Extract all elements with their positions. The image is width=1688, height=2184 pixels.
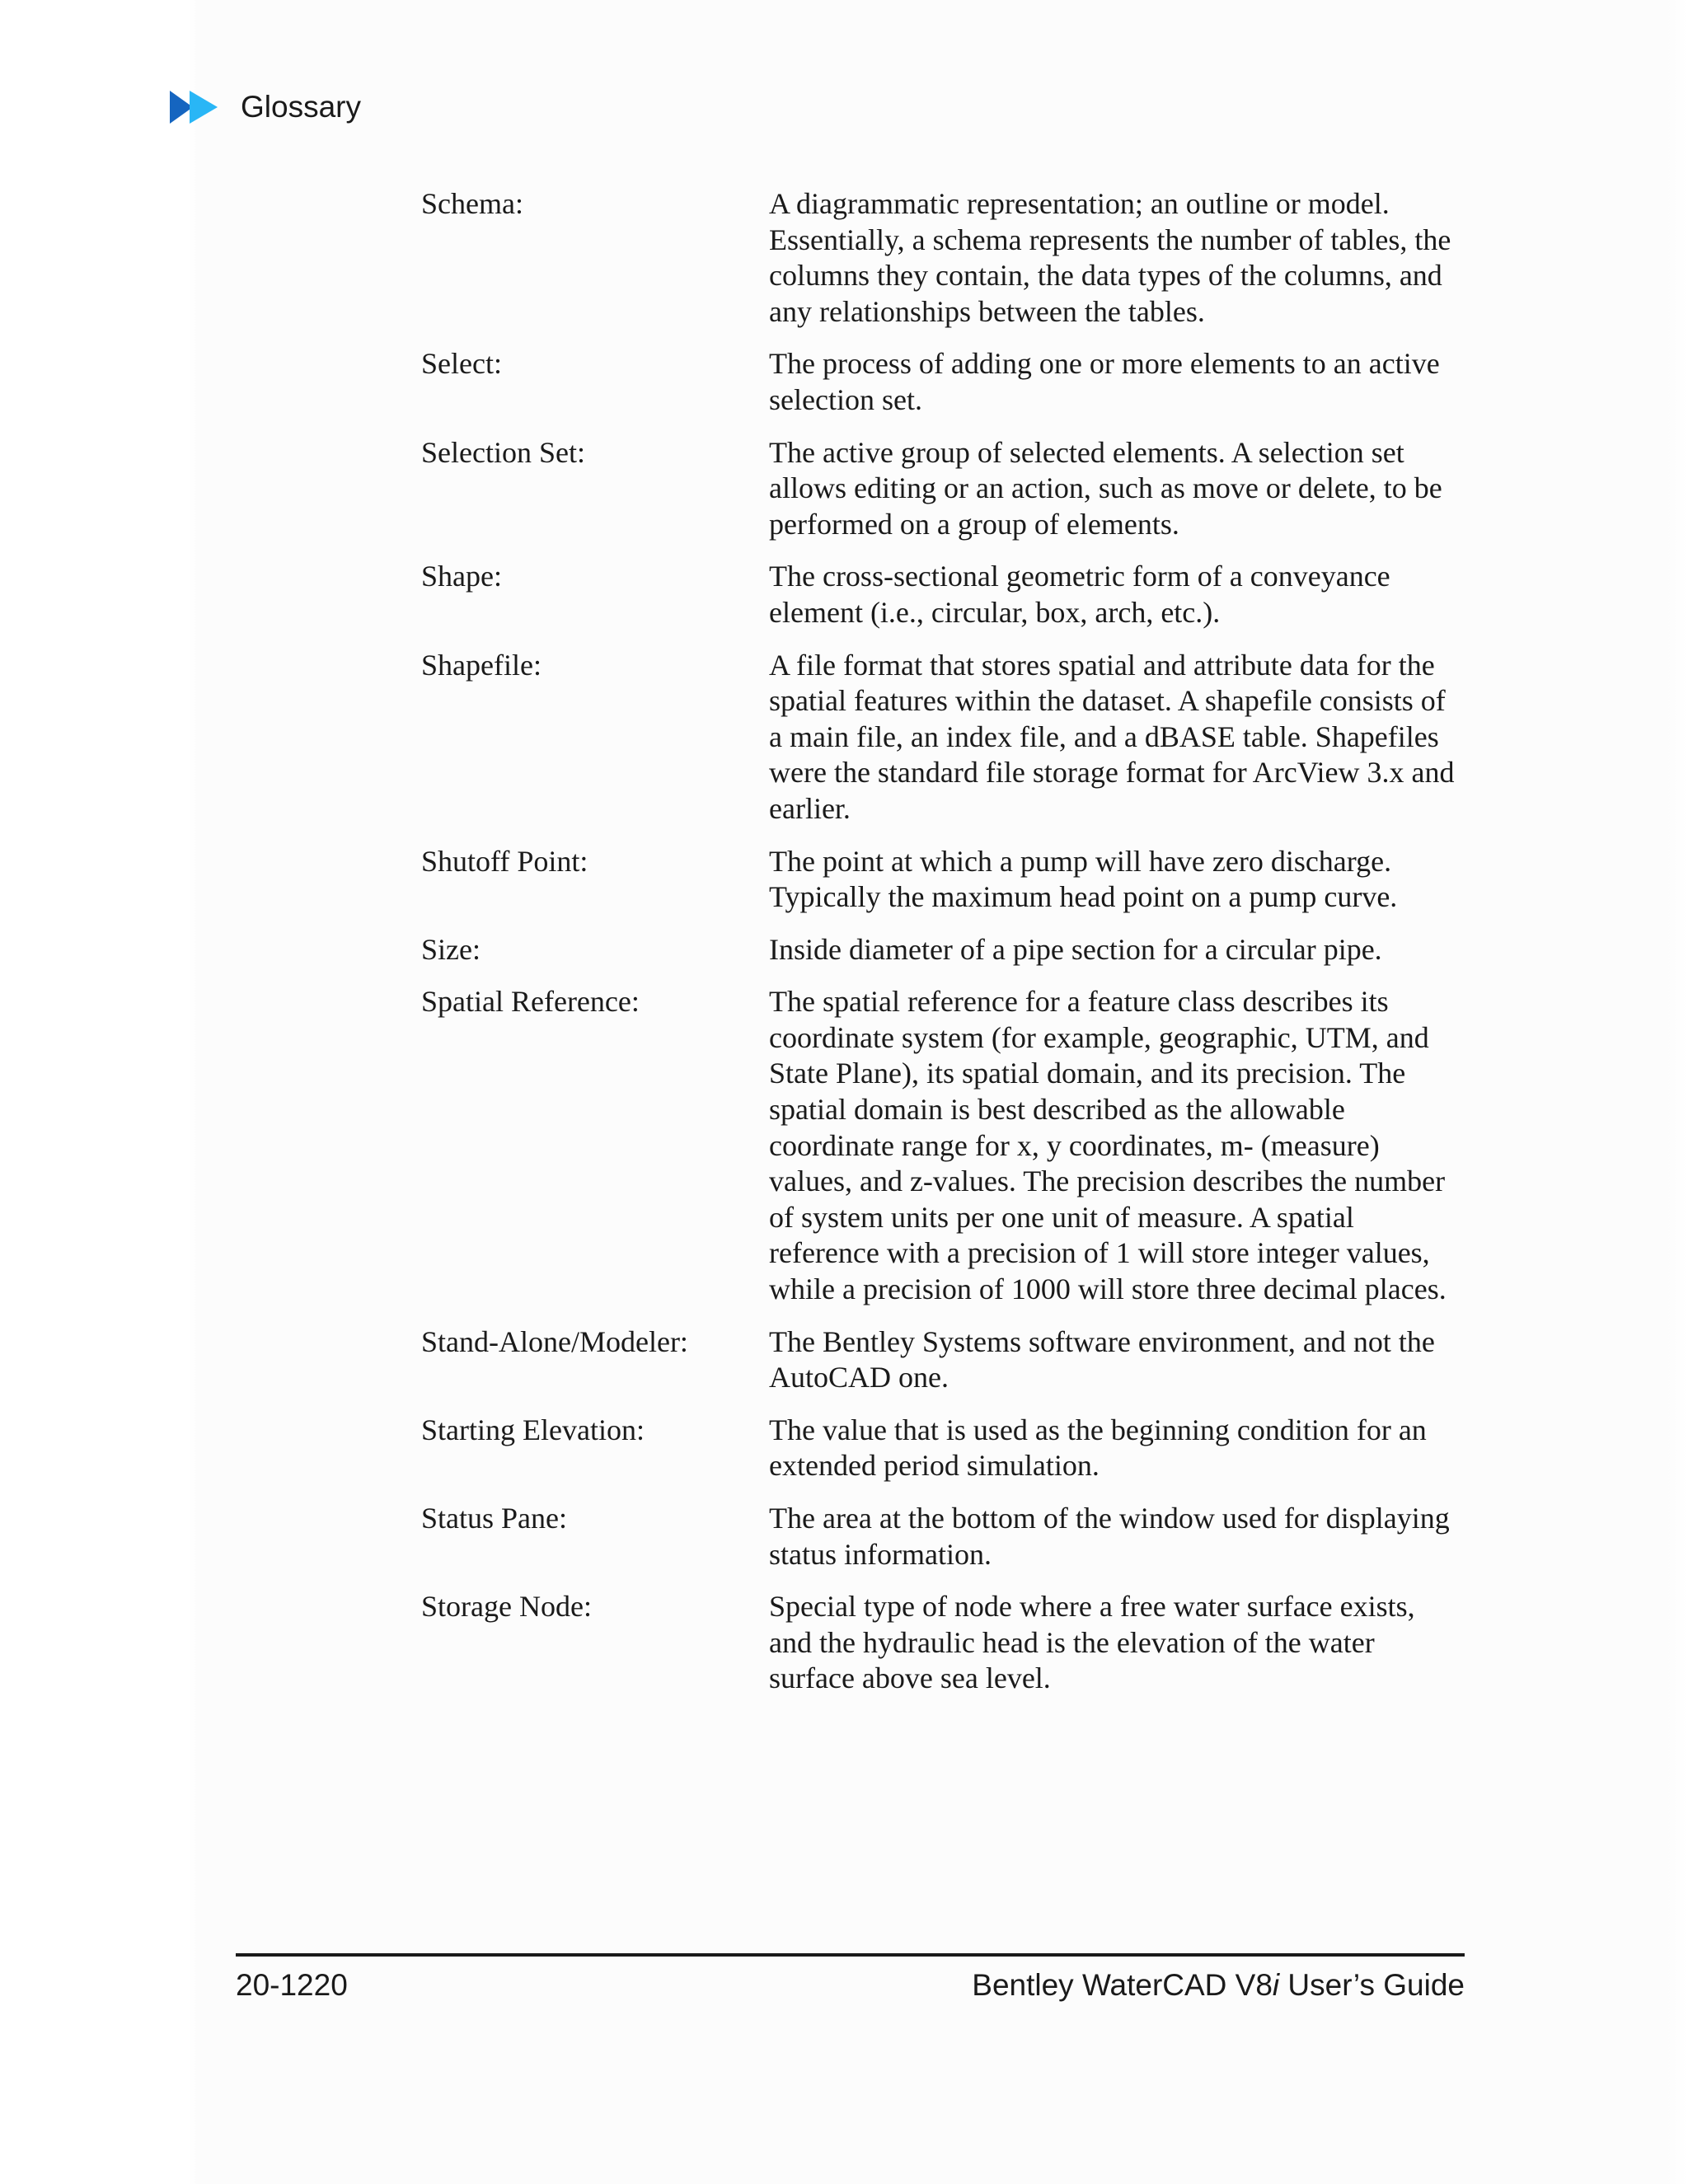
glossary-definition: The cross-sectional geometric form of a conveyance element (i.e., circular, box, arch, etc.). xyxy=(769,560,1390,629)
glossary-definition: Special type of node where a free water surface exists, and the hydraulic head is the elevation of the water surface above sea level. xyxy=(769,1590,1415,1695)
glossary-entry xyxy=(421,1324,1468,1396)
glossary-entry xyxy=(421,186,1468,330)
section-title: Glossary xyxy=(241,90,361,124)
guide-title xyxy=(972,1968,1465,2003)
glossary-entry xyxy=(421,984,1468,1307)
page-footer xyxy=(236,1968,1465,2003)
glossary-definition: The active group of selected elements. A selection set allows editing or an action, such as move or delete, to be performed on a group of elements. xyxy=(769,435,1442,541)
glossary-term: Schema: xyxy=(421,187,523,220)
glossary-term: Status Pane: xyxy=(421,1502,567,1535)
guide-title-italic: i xyxy=(1272,1968,1280,2002)
glossary-definition: The point at which a pump will have zero discharge. Typically the maximum head point on a pump curve. xyxy=(769,844,1398,914)
glossary-definition: Inside diameter of a pipe section for a circular pipe. xyxy=(769,932,1382,966)
glossary-term: Selection Set: xyxy=(421,435,585,469)
guide-title-suffix: User’s Guide xyxy=(1279,1968,1465,2002)
glossary-term: Spatial Reference: xyxy=(421,985,640,1019)
glossary-term: Shapefile: xyxy=(421,648,542,682)
glossary-definition: A diagrammatic representation; an outline or model. Essentially, a schema represents the number of tables, the columns they contain, the data types of the columns, and any relationships between the tables. xyxy=(769,187,1451,328)
glossary-term: Select: xyxy=(421,347,502,381)
glossary-entry xyxy=(421,1501,1468,1572)
footer-divider xyxy=(236,1953,1465,1957)
glossary-term: Shape: xyxy=(421,560,502,593)
glossary-definition: The area at the bottom of the window used for displaying status information. xyxy=(769,1502,1450,1571)
page-header xyxy=(170,86,361,129)
glossary-term: Shutoff Point: xyxy=(421,844,588,878)
glossary-term: Stand-Alone/Modeler: xyxy=(421,1324,688,1358)
glossary-entry xyxy=(421,1413,1468,1484)
glossary-definition: A file format that stores spatial and attribute data for the spatial features within the dataset. A shapefile consists of a main file, an index file, and a dBASE table. Shapefiles were the standard file storage format for ArcView 3.x and earlier. xyxy=(769,648,1455,825)
glossary-entry xyxy=(421,435,1468,543)
guide-title-prefix: Bentley WaterCAD V8 xyxy=(972,1968,1273,2002)
glossary-entry xyxy=(421,559,1468,630)
glossary-definition: The Bentley Systems software environment, and not the AutoCAD one. xyxy=(769,1324,1435,1394)
glossary-list xyxy=(421,186,1468,1713)
glossary-entry xyxy=(421,844,1468,916)
glossary-term: Storage Node: xyxy=(421,1590,592,1624)
glossary-entry xyxy=(421,932,1468,968)
page-number: 20-1220 xyxy=(236,1968,348,2002)
glossary-term: Starting Elevation: xyxy=(421,1413,645,1446)
glossary-entry xyxy=(421,346,1468,418)
glossary-definition: The spatial reference for a feature class describes its coordinate system (for example, geographic, UTM, and State Plane), its spatial domain, and its precision. The spatial domain is best described as the allowable coordinate range for x, y coordinates, m- (measure) values, and z-values. The precision describes the number of system units per one unit of measure. A spatial reference with a precision of 1 will store integer values, while a precision of 1000 will store three decimal places. xyxy=(769,985,1447,1306)
glossary-definition: The value that is used as the beginning condition for an extended period simulation. xyxy=(769,1413,1427,1483)
glossary-term: Size: xyxy=(421,932,481,966)
glossary-entry xyxy=(421,648,1468,827)
glossary-entry xyxy=(421,1589,1468,1697)
double-chevron-right-icon xyxy=(170,89,223,125)
glossary-definition: The process of adding one or more elements to an active selection set. xyxy=(769,347,1440,416)
